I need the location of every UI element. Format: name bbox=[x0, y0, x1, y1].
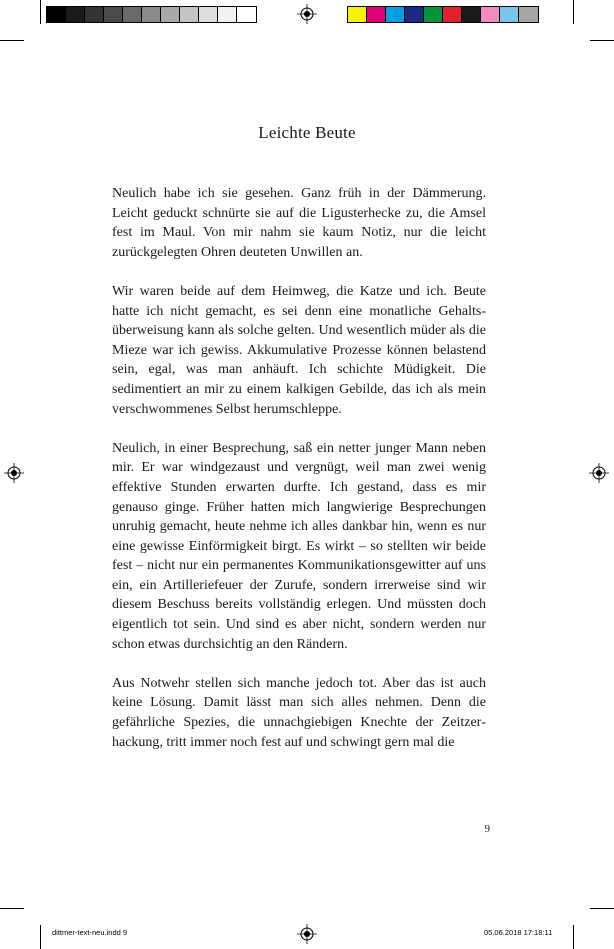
gray-swatch bbox=[104, 7, 123, 22]
process-swatch bbox=[481, 7, 500, 22]
chapter-title: Leichte Beute bbox=[258, 123, 356, 142]
registration-mark-icon bbox=[297, 924, 317, 944]
process-swatch bbox=[424, 7, 443, 22]
gray-swatch bbox=[123, 7, 142, 22]
paragraph: Neulich habe ich sie gesehen. Ganz früh in der Dämmerung. Leicht geduckt schnürte sie auf die Ligusterhecke zu, die Amsel fest im Maul. Von mir nahm sie kaum Notiz, nur die leicht zurückgelegten Ohren deuteten Unwillen an. bbox=[112, 186, 486, 260]
process-swatch bbox=[462, 7, 481, 22]
process-swatch bbox=[386, 7, 405, 22]
process-swatch bbox=[367, 7, 386, 22]
process-swatch bbox=[443, 7, 462, 22]
grayscale-color-bar bbox=[46, 6, 257, 23]
crop-mark bbox=[573, 925, 574, 949]
process-swatch bbox=[500, 7, 519, 22]
gray-swatch bbox=[199, 7, 218, 22]
process-swatch bbox=[519, 7, 538, 22]
crop-mark bbox=[0, 40, 24, 41]
paragraph: Aus Notwehr stellen sich manche jedoch tot. Aber das ist auch keine Lösung. Damit lässt man sich alles nehmen. Denn die gefährliche Spezies, die unnachgiebigen Knechte der Zeitzerhackung, tritt immer noch fest auf und schwingt gern mal die bbox=[112, 675, 486, 750]
crop-mark bbox=[590, 40, 614, 41]
crop-mark bbox=[590, 908, 614, 909]
gray-swatch bbox=[161, 7, 180, 22]
crop-mark bbox=[40, 0, 41, 24]
gray-swatch bbox=[237, 7, 256, 22]
page-number: 9 bbox=[484, 823, 490, 835]
paragraph: Wir waren beide auf dem Heimweg, die Katze und ich. Beute hatte ich nicht gemacht, es sei denn eine monatliche Gehaltsüberweisung kann als solche gelten. Und wesentlich müder als die Mieze war ich gewiss. Akkumulative Prozesse können belastend sein, egal, was man anhäuft. Ich schichte Müdigkeit. Die sedimentiert an mir zu einem kalkigen Gebilde, das ich als mein verschwommenes Selbst herumschleppe. bbox=[112, 283, 486, 417]
process-swatch bbox=[405, 7, 424, 22]
registration-mark-icon bbox=[589, 463, 609, 483]
gray-swatch bbox=[180, 7, 199, 22]
registration-mark-icon bbox=[4, 463, 24, 483]
gray-swatch bbox=[47, 7, 66, 22]
process-color-bar bbox=[347, 6, 539, 23]
slug-datetime: 05.06.2018 17:18:11 bbox=[484, 928, 553, 937]
crop-mark bbox=[0, 908, 24, 909]
gray-swatch bbox=[85, 7, 104, 22]
body-text bbox=[112, 184, 486, 772]
slug-filename: dittmer-text-neu.indd 9 bbox=[52, 928, 128, 937]
process-swatch bbox=[348, 7, 367, 22]
gray-swatch bbox=[142, 7, 161, 22]
registration-mark-icon bbox=[297, 4, 317, 24]
crop-mark bbox=[40, 925, 41, 949]
gray-swatch bbox=[218, 7, 237, 22]
paragraph: Neulich, in einer Besprechung, saß ein netter junger Mann neben mir. Er war windgezaust und vergnügt, weil man zwei wenig effektive Stunden erwarten durfte. Ich gestand, dass es mir genauso ginge. Früher hatten mich langwierige Besprechungen unruhig gemacht, heute nehme ich alles dankbar hin, wenn es nur eine gewisse Einförmigkeit birgt. Es wirkt – so stellten wir beide fest – nicht nur ein permanentes Kommunikationsgewitter auf uns ein, ein Artilleriefeuer der Zurufe, sondern irrerweise sind wir diesem Beschuss bereits vollständig erlegen. Und müssten doch eigentlich tot sein. Und sind es aber nicht, sondern werden nur schon etwas durchsichtig an den Rändern. bbox=[112, 440, 486, 652]
gray-swatch bbox=[66, 7, 85, 22]
crop-mark bbox=[573, 0, 574, 24]
